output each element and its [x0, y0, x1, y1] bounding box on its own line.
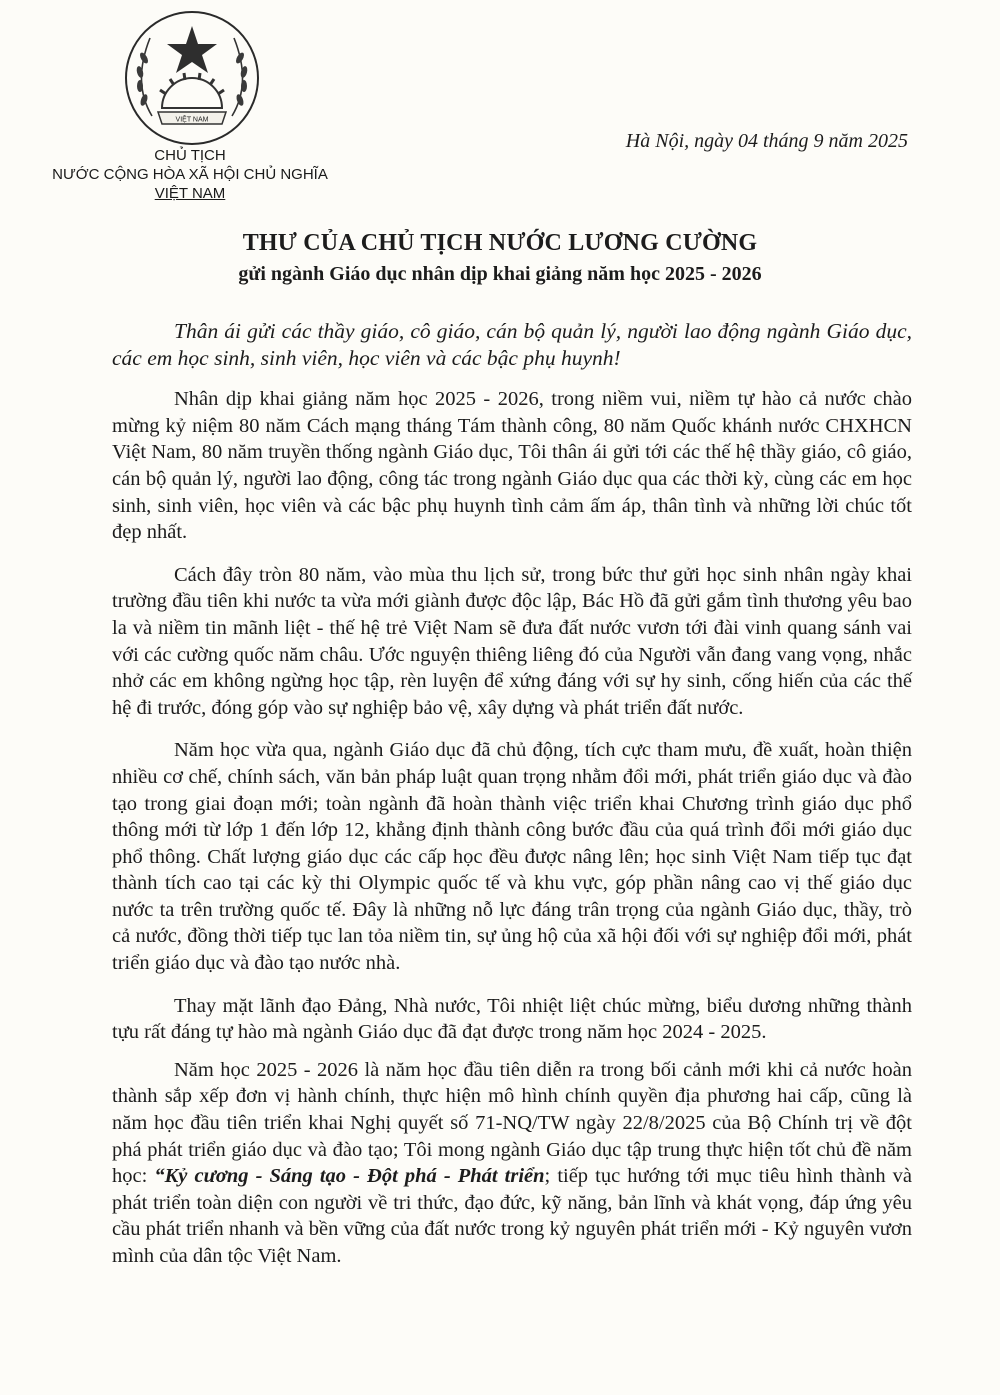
greeting: Thân ái gửi các thầy giáo, cô giáo, cán bộ quản lý, người lao động ngành Giáo dục, các em học sinh, sinh viên, học viên và các bậc phụ huynh!	[112, 319, 912, 370]
paragraph-5-tail: ; tiếp tục hướng tới mục tiêu hình thành và phát triển toàn diện con người về tri thức, đạo đức, kỹ năng, bản lĩnh và khát vọng, đáp ứng yêu cầu phát triển nhanh và bền vững của đất nước trong kỷ nguyên phát triển mới - Kỷ nguyên vươn mình của dân tộc Việt Nam.	[112, 1165, 913, 1267]
letter-subtitle: gửi ngành Giáo dục nhân dịp khai giảng năm học 2025 - 2026	[238, 263, 762, 285]
authority-country: NƯỚC CỘNG HÒA XÃ HỘI CHỦ NGHĨA	[52, 166, 328, 183]
svg-text:VIỆT NAM: VIỆT NAM	[175, 116, 209, 124]
paragraph-1: Nhân dịp khai giảng năm học 2025 - 2026, trong niềm vui, niềm tự hào cả nước chào mừng kỷ niệm 80 năm Cách mạng tháng Tám thành công, 80 năm Quốc khánh nước CHXHCN Việt Nam, 80 năm truyền thống ngành Giáo dục, Tôi thân ái gửi tới các thế hệ thầy giáo, cô giáo, cán bộ quản lý, người lao động, công tác trong ngành Giáo dục qua các thời kỳ, cùng các em học sinh, sinh viên, học viên và các bậc phụ huynh tình cảm ấm áp, thân tình và những lời chúc tốt đẹp nhất.	[112, 388, 912, 544]
paragraph-3: Năm học vừa qua, ngành Giáo dục đã chủ động, tích cực tham mưu, đề xuất, hoàn thiện nhiều cơ chế, chính sách, văn bản pháp luật quan trọng nhằm đổi mới, phát triển giáo dục và đào tạo trong giai đoạn mới; toàn ngành đã hoàn thành việc triển khai Chương trình giáo dục phổ thông mới từ lớp 1 đến lớp 12, khẳng định thành công bước đầu của quá trình đổi mới giáo dục phổ thông. Chất lượng giáo dục các cấp học đều được nâng lên; học sinh Việt Nam tiếp tục đạt thành tích cao tại các kỳ thi Olympic quốc tế và khu vực, góp phần nâng cao vị thế giáo dục nước ta trên trường quốc tế. Đây là những nỗ lực đáng trân trọng của ngành Giáo dục, thầy, trò cả nước, đồng thời tiếp tục lan tỏa niềm tin, sự ủng hộ của xã hội đối với sự nghiệp đổi mới, phát triển giáo dục và đào tạo nước nhà.	[112, 739, 912, 975]
letter-date: Hà Nội, ngày 04 tháng 9 năm 2025	[625, 130, 908, 152]
national-emblem-icon	[122, 8, 262, 148]
paragraph-2: Cách đây tròn 80 năm, vào mùa thu lịch sử, trong bức thư gửi học sinh nhân ngày khai trường đầu tiên khi nước ta vừa mới giành được độc lập, Bác Hồ đã gửi gắm tình thương yêu bao la và niềm tin mãnh liệt - thế hệ trẻ Việt Nam sẽ đưa đất nước vươn tới đài vinh quang sánh vai với các cường quốc năm châu. Ước nguyện thiêng liêng đó của Người vẫn đang vang vọng, nhắc nhở các em không ngừng học tập, rèn luyện để xứng đáng với sự hy sinh, cống hiến của các thế hệ đi trước, đóng góp vào sự nghiệp bảo vệ, xây dựng và phát triển đất nước.	[112, 563, 912, 719]
school-year-theme: “Kỷ cương - Sáng tạo - Đột phá - Phát triển	[154, 1165, 545, 1188]
letter-title: THƯ CỦA CHỦ TỊCH NƯỚC LƯƠNG CƯỜNG	[242, 230, 758, 256]
issuing-authority	[20, 146, 360, 203]
paragraph-5-lead: Năm học 2025 - 2026 là năm học đầu tiên diễn ra trong bối cảnh mới khi cả nước hoàn thành sắp xếp đơn vị hành chính, thực hiện mô hình chính quyền địa phương hai cấp, cũng là năm học đầu tiên triển khai Nghị quyết số 71-NQ/TW ngày 22/8/2025 của Bộ Chính trị về đột phá phát triển giáo dục và đào tạo; Tôi mong ngành Giáo dục tập trung thực hiện tốt chủ đề năm học:	[112, 1058, 912, 1188]
paragraph-4: Thay mặt lãnh đạo Đảng, Nhà nước, Tôi nhiệt liệt chúc mừng, biểu dương những thành tựu rất đáng tự hào mà ngành Giáo dục đã đạt được trong năm học 2024 - 2025.	[112, 994, 912, 1044]
letter-body	[112, 318, 912, 1286]
authority-title: CHỦ TỊCH	[154, 147, 226, 164]
paragraph-5	[112, 1057, 912, 1270]
authority-country-name: VIỆT NAM	[154, 185, 226, 202]
